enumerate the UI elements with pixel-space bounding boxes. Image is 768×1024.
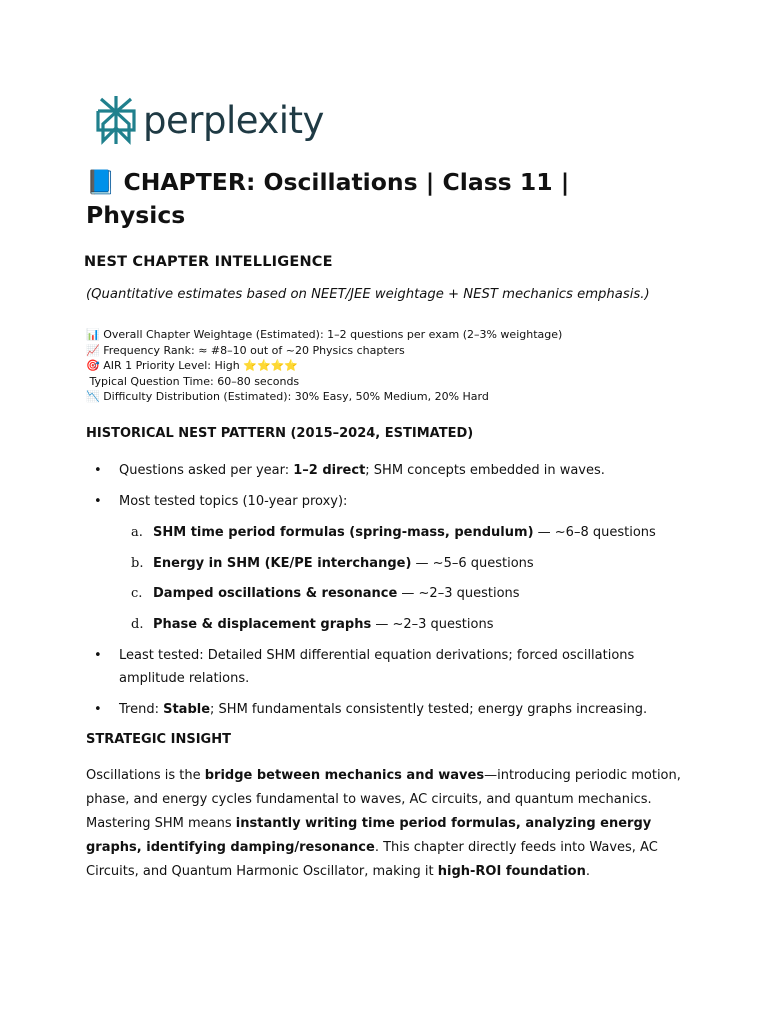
insight-paragraph: Oscillations is the bridge between mechanics and waves—introducing periodic motion, phase, and energy cycles fundamental to waves, AC circuits, and quantum mechanics. Mastering SHM means instantly writing time period formulas, analyzing energy graphs, identifying damping/resonance. This chapter directly feeds into Waves, AC Circuits, and Quantum Harmonic Oscillator, making it high-ROI foundation.	[86, 768, 681, 879]
topic-item: d. Phase & displacement graphs — ~2–3 questions	[131, 616, 494, 632]
brand-name: perplexity	[143, 98, 324, 142]
list-item-least-tested: • Least tested: Detailed SHM differential equation derivations; forced oscillations amplitude relations.	[86, 644, 686, 690]
perplexity-logo-icon	[95, 94, 137, 146]
most-tested-topics	[119, 521, 686, 636]
insight-heading: STRATEGIC INSIGHT	[86, 732, 231, 747]
list-item-trend: • Trend: Stable; SHM fundamentals consistently tested; energy graphs increasing.	[86, 698, 686, 721]
stat-weightage: 📊 Overall Chapter Weightage (Estimated): 1–2 questions per exam (2–3% weightage)	[86, 328, 563, 341]
topic-item: a. SHM time period formulas (spring-mass, pendulum) — ~6–8 questions	[131, 525, 656, 540]
topic-item: c. Damped oscillations & resonance — ~2–3 questions	[131, 586, 520, 601]
historical-list	[86, 459, 686, 729]
list-item-most-tested: • Most tested topics (10-year proxy): a. SHM time period formulas (spring-mass, pendulum) — ~6–8 questions b. Energy in SHM (KE/PE interchange) — ~5–6 questions c. Damped oscillations & resonance — ~2–3 questions d. Phase & displacement graphs — ~2–3 questions	[86, 490, 686, 636]
historical-heading: HISTORICAL NEST PATTERN (2015–2024, ESTIMATED)	[86, 426, 474, 441]
list-item-per-year: • Questions asked per year: 1–2 direct; SHM concepts embedded in waves.	[86, 459, 686, 482]
section-subtitle: (Quantitative estimates based on NEET/JEE weightage + NEST mechanics emphasis.)	[86, 287, 650, 302]
stat-question-time: Typical Question Time: 60–80 seconds	[86, 374, 300, 388]
page-title: 📘 CHAPTER: Oscillations | Class 11 | Physics	[86, 168, 570, 229]
stat-priority-level: 🎯 AIR 1 Priority Level: High ⭐⭐⭐⭐	[86, 359, 299, 372]
brand-logo	[95, 94, 324, 146]
stats-list	[86, 327, 562, 405]
stat-difficulty: 📉 Difficulty Distribution (Estimated): 30% Easy, 50% Medium, 20% Hard	[86, 390, 489, 403]
stat-frequency-rank: 📈 Frequency Rank: ≈ #8–10 out of ~20 Physics chapters	[86, 343, 405, 357]
topic-item: b. Energy in SHM (KE/PE interchange) — ~5–6 questions	[131, 555, 534, 571]
section-heading: NEST CHAPTER INTELLIGENCE	[84, 254, 333, 270]
